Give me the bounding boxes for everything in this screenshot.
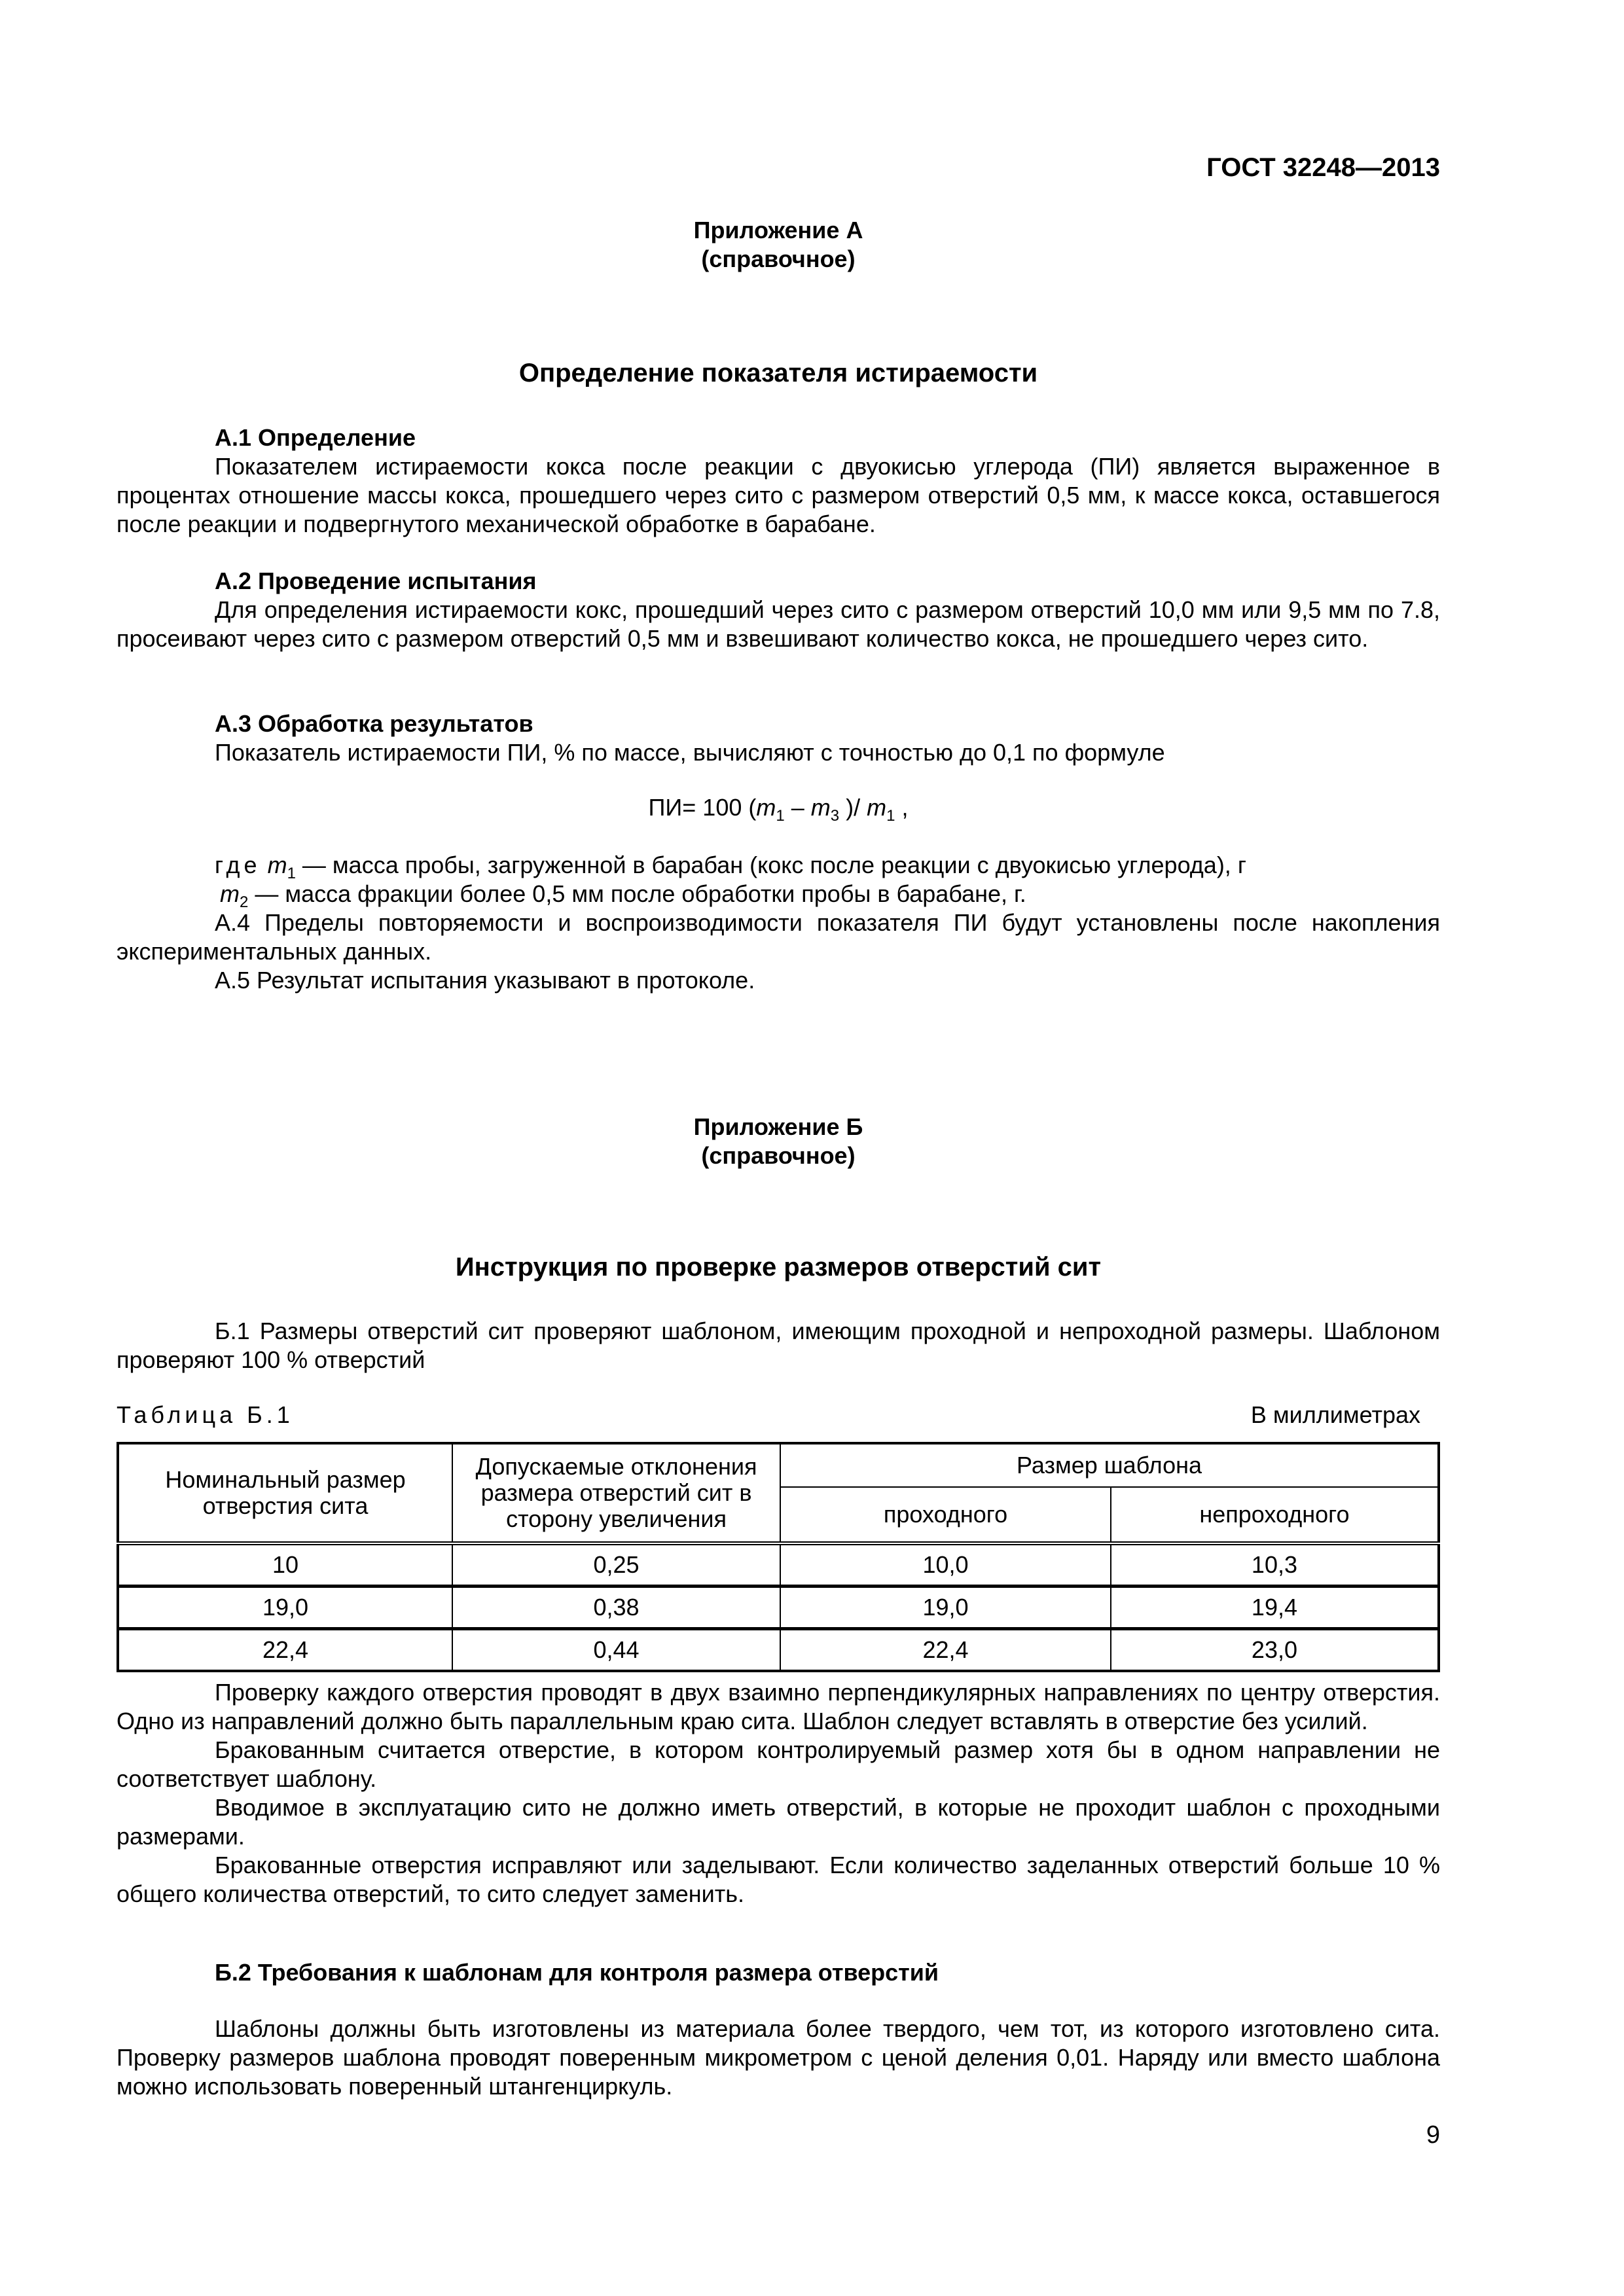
cell-nominal: 10: [118, 1543, 452, 1587]
formula-op: –: [784, 794, 811, 821]
section-heading: А.1 Определение: [215, 424, 416, 451]
paragraph: Проверку каждого отверстия проводят в двух взаимно перпендикулярных направлениях по центру отверстия. Одно из направлений должно быть параллельным краю сита. Шаблон следует вставлять в отверстие без усилий.: [117, 1679, 1440, 1734]
paragraph: Показателем истираемости кокса после реакции с двуокисью углерода (ПИ) является выраженное в процентах отношение массы кокса, прошедшего через сито с размером отверстий 0,5 мм, к массе кокса, оставшегося после реакции и подвергнутого механической обработке в барабане.: [117, 453, 1440, 537]
appendix-a-title: Определение показателя истираемости: [518, 359, 1038, 387]
appendix-b-title: Инструкция по проверке размеров отверстий сит: [455, 1253, 1102, 1282]
cell-no-go: 19,4: [1111, 1587, 1439, 1629]
section-a2: [117, 567, 1440, 653]
where-word: где: [215, 852, 261, 878]
formula-sub: 1: [287, 865, 296, 883]
formula-var: m: [267, 852, 287, 878]
formula-pi: [117, 793, 1440, 825]
paragraph-a4: А.4 Пределы повторяемости и воспроизводимости показателя ПИ будут установлены после накопления экспериментальных данных.: [117, 909, 1440, 965]
table-row: [118, 1587, 1439, 1629]
legend-m1: — масса пробы, загруженной в барабан (кокс после реакции с двуокисью углерода), г: [295, 852, 1246, 878]
formula-var: m: [867, 794, 887, 821]
appendix-b-label: Приложение Б: [693, 1113, 863, 1140]
cell-go: 22,4: [780, 1629, 1111, 1672]
section-heading: А.2 Проведение испытания: [215, 567, 537, 594]
cell-no-go: 10,3: [1111, 1543, 1439, 1587]
appendix-a-label: Приложение А: [693, 217, 863, 243]
paragraph: Для определения истираемости кокс, прошедший через сито с размером отверстий 10,0 мм или 9,5 мм по 7.8, просеивают через сито с размером отверстий 0,5 мм и взвешивают количество кокса, не прошедшего через сито.: [117, 596, 1440, 652]
paragraph: Вводимое в эксплуатацию сито не должно иметь отверстий, в которые не проходит шаблон с проходными размерами.: [117, 1794, 1440, 1850]
section-b2: [117, 1958, 1440, 1987]
formula-legend: [117, 851, 1440, 995]
paragraph: Бракованные отверстия исправляют или заделывают. Если количество заделанных отверстий больше 10 % общего количества отверстий, то сито следует заменить.: [117, 1852, 1440, 1907]
paragraph: Бракованным считается отверстие, в котором контролируемый размер хотя бы в одном направлении не соответствует шаблону.: [117, 1736, 1440, 1792]
document-code: ГОСТ 32248—2013: [1206, 153, 1440, 182]
section-a1: [117, 423, 1440, 539]
appendix-b-status: (справочное): [701, 1142, 856, 1169]
formula-tail: ,: [895, 794, 909, 821]
paragraph: Шаблоны должны быть изготовлены из материала более твердого, чем тот, из которого изготовлено сита. Проверку размеров шаблона проводят поверенным микрометром с ценой деления 0,01. Наряду или вместо шаблона можно использовать поверенный штангенциркуль.: [117, 2015, 1440, 2100]
cell-tolerance: 0,38: [452, 1587, 780, 1629]
cell-go: 10,0: [780, 1543, 1111, 1587]
cell-nominal: 22,4: [118, 1629, 452, 1672]
formula-sub: 3: [830, 807, 840, 825]
cell-go: 19,0: [780, 1587, 1111, 1629]
section-b1-details: [117, 1678, 1440, 1909]
formula-sub: 1: [776, 807, 785, 825]
paragraph: Показатель истираемости ПИ, % по массе, вычисляют с точностью до 0,1 по формуле: [215, 739, 1165, 766]
table-row: [118, 1543, 1439, 1587]
table-units: В миллиметрах: [1250, 1401, 1420, 1428]
formula-var: m: [810, 794, 831, 821]
header-no-go: непроходного: [1111, 1487, 1439, 1543]
appendix-a-status: (справочное): [701, 245, 856, 272]
formula-var: m: [220, 880, 240, 907]
table-row: [118, 1629, 1439, 1672]
formula-var: m: [756, 794, 776, 821]
page-number: 9: [1426, 2121, 1440, 2149]
header-template-size: Размер шаблона: [780, 1443, 1439, 1487]
formula-sub: 2: [240, 893, 249, 912]
table-caption-text: Таблица Б.1: [117, 1401, 294, 1428]
cell-tolerance: 0,44: [452, 1629, 780, 1672]
formula-lhs: ПИ= 100 (: [648, 794, 757, 821]
formula-sub: 1: [886, 807, 895, 825]
section-heading: А.3 Обработка результатов: [215, 710, 533, 737]
cell-nominal: 19,0: [118, 1587, 452, 1629]
table-b1: [117, 1442, 1440, 1672]
table-caption: [117, 1401, 294, 1429]
section-a3: [117, 709, 1440, 767]
paragraph: Б.1 Размеры отверстий сит проверяют шаблоном, имеющим проходной и непроходной размеры. Шаблоном проверяют 100 % отверстий: [117, 1318, 1440, 1373]
header-nominal: Номинальный размер отверстия сита: [118, 1443, 452, 1543]
legend-m2: — масса фракции более 0,5 мм после обработки пробы в барабане, г.: [248, 880, 1026, 907]
section-heading: Б.2 Требования к шаблонам для контроля размера отверстий: [215, 1959, 939, 1986]
section-b1: [117, 1317, 1440, 1374]
cell-tolerance: 0,25: [452, 1543, 780, 1587]
section-b2-text: [117, 2015, 1440, 2101]
cell-no-go: 23,0: [1111, 1629, 1439, 1672]
header-go: проходного: [780, 1487, 1111, 1543]
paragraph-a5: А.5 Результат испытания указывают в протоколе.: [215, 967, 755, 994]
header-tolerance: Допускаемые отклонения размера отверстий сит в сторону увеличения: [452, 1443, 780, 1543]
formula-op: )/: [839, 794, 867, 821]
